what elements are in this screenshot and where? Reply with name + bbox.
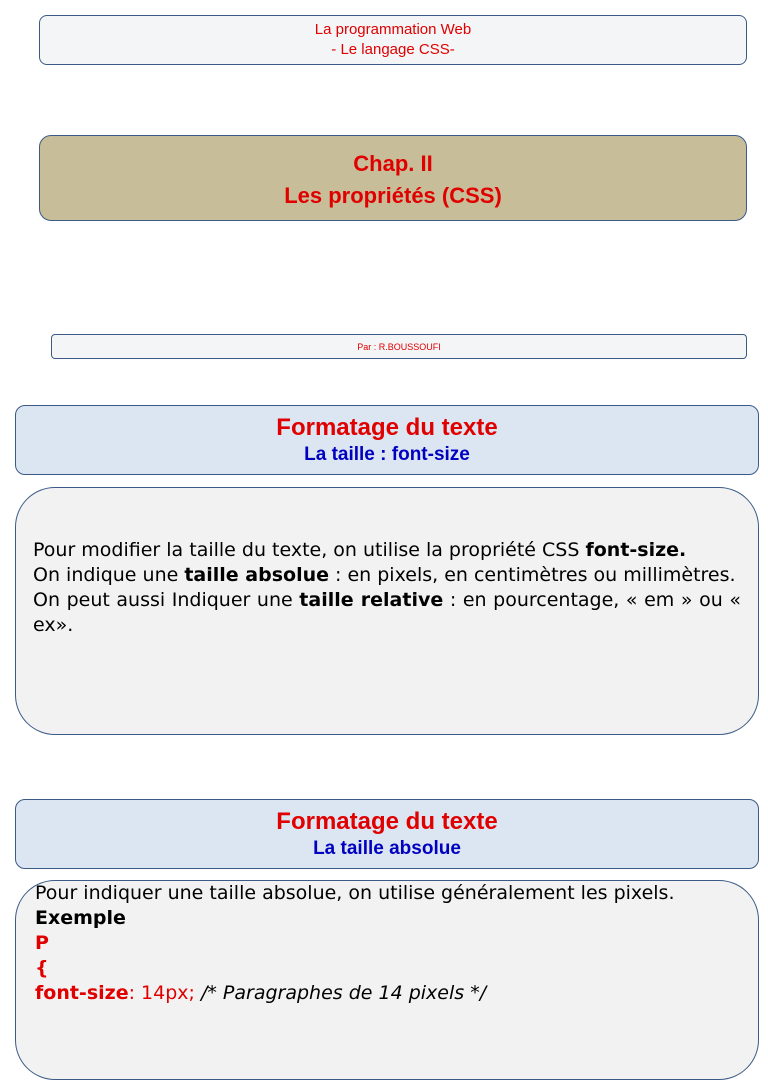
author-name: Par : R.BOUSSOUFI: [357, 342, 441, 352]
chapter-name: Les propriétés (CSS): [284, 183, 502, 208]
slide2-example-label: Exemple: [35, 907, 126, 929]
slide2-title: Formatage du texte: [276, 808, 498, 835]
author-box: [51, 334, 747, 359]
course-title-banner: [39, 15, 747, 65]
slide1-p3-keyword: taille relative: [299, 589, 444, 611]
code-open-brace: {: [35, 957, 49, 979]
slide1-title: Formatage du texte: [276, 414, 498, 441]
code-comment: /* Paragraphes de 14 pixels */: [194, 982, 487, 1004]
slide1-p3-text: On peut aussi Indiquer une: [33, 589, 300, 611]
code-selector: P: [35, 932, 49, 954]
code-declaration: [35, 981, 741, 1006]
slide1-p2-keyword: taille absolue: [184, 564, 329, 586]
slide1-subtitle: La taille : font-size: [304, 444, 470, 465]
chapter-number: Chap. II: [353, 151, 433, 176]
slide1-content: [15, 487, 759, 735]
slide1-p2-rest: : en pixels, en centimètres ou millimètres.: [329, 564, 736, 586]
course-subtitle: - Le langage CSS-: [331, 41, 455, 58]
code-property: font-size: [35, 982, 129, 1004]
course-title: La programmation Web: [314, 21, 472, 38]
slide1-paragraph-3: [33, 588, 741, 638]
slide1-p1-text: Pour modifier la taille du texte, on utilise la propriété CSS: [33, 539, 586, 561]
slide1-p3-rest: : en pourcentage, « em » ou « ex».: [33, 589, 741, 636]
slide1-paragraph-2: [33, 563, 741, 588]
slide1-paragraph-1: [33, 538, 741, 563]
slide2-intro: Pour indiquer une taille absolue, on utilise généralement les pixels.: [35, 882, 675, 904]
slide2-content: [15, 880, 759, 1080]
slide1-p1-keyword: font-size.: [585, 539, 687, 561]
slide2-subtitle: La taille absolue: [313, 838, 461, 859]
chapter-title-box: [39, 135, 747, 221]
slide1-p2-text: On indique une: [33, 564, 185, 586]
code-value: : 14px;: [128, 982, 195, 1004]
slide1-heading: [15, 405, 759, 475]
slide2-heading: [15, 799, 759, 869]
